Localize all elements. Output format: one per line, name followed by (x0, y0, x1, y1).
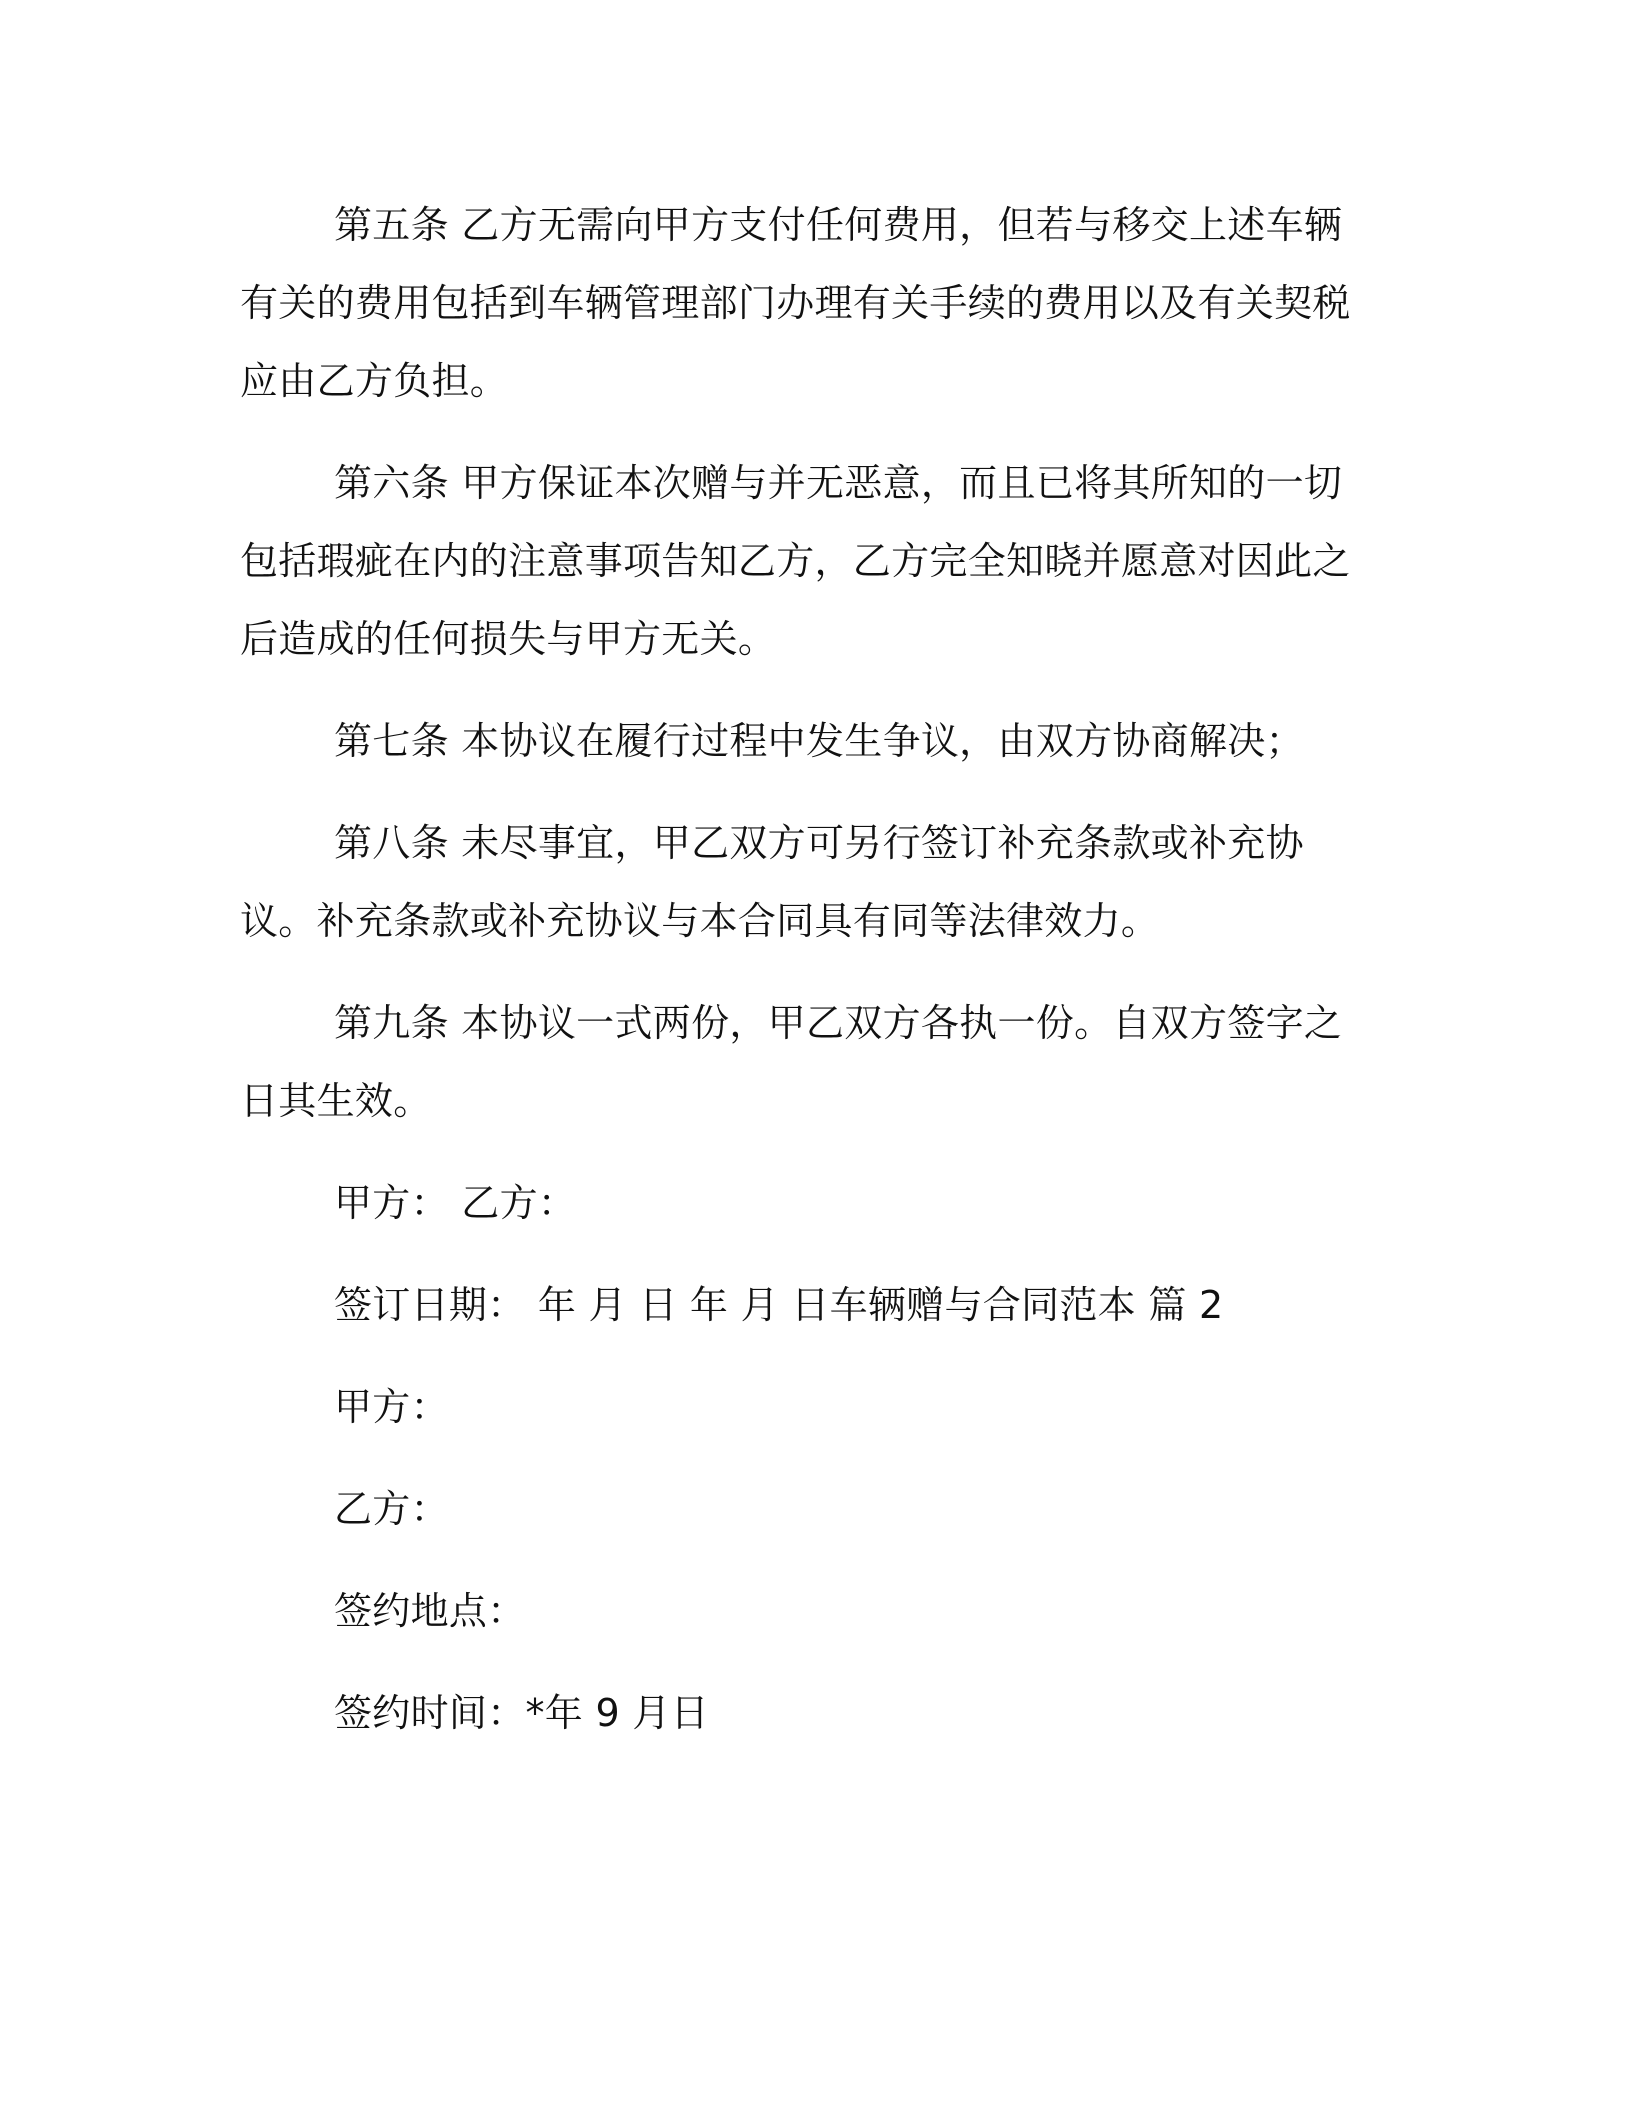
clause-6: 第六条 甲方保证本次赠与并无恶意，而且已将其所知的一切包括瑕疵在内的注意事项告知乙方，乙方完全知晓并愿意对因此之后造成的任何损失与甲方无关。 (240, 461, 1351, 661)
document-body (240, 186, 1380, 1776)
party-b-line: 乙方： (334, 1487, 449, 1531)
sign-time-line: 签约时间：*年 9 月日 (334, 1691, 709, 1735)
clause-8: 第八条 未尽事宜，甲乙双方可另行签订补充条款或补充协议。补充条款或补充协议与本合同具有同等法律效力。 (240, 821, 1304, 943)
clause-9: 第九条 本协议一式两份，甲乙双方各执一份。自双方签字之日其生效。 (240, 1001, 1343, 1123)
signature-line: 甲方： 乙方： (334, 1181, 577, 1225)
clause-7: 第七条 本协议在履行过程中发生争议，由双方协商解决； (334, 719, 1304, 763)
date-line: 签订日期： 年 月 日 年 月 日车辆赠与合同范本 篇 2 (334, 1283, 1224, 1327)
clause-5: 第五条 乙方无需向甲方支付任何费用，但若与移交上述车辆有关的费用包括到车辆管理部门办理有关手续的费用以及有关契税应由乙方负担。 (240, 203, 1351, 403)
sign-place-line: 签约地点： (334, 1589, 526, 1633)
party-a-line: 甲方： (334, 1385, 449, 1429)
